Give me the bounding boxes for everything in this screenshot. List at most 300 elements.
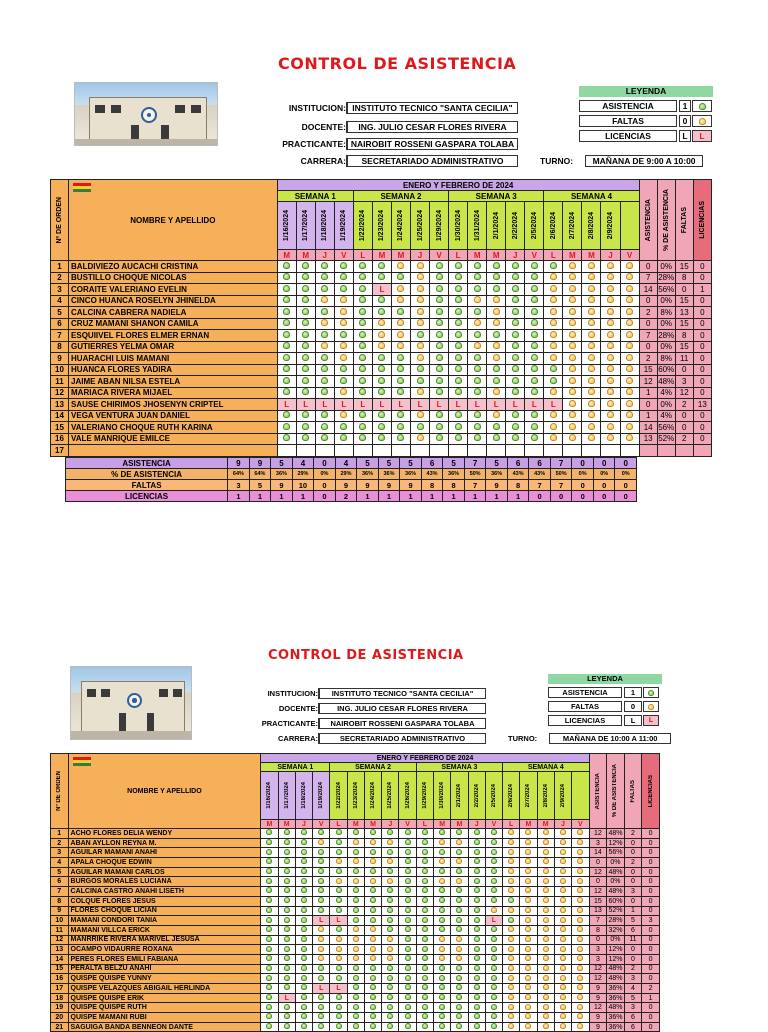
attendance-cell[interactable] xyxy=(278,993,295,1003)
attendance-cell[interactable] xyxy=(399,896,416,906)
attendance-cell[interactable] xyxy=(620,399,639,411)
attendance-cell[interactable] xyxy=(525,445,544,457)
attendance-cell[interactable] xyxy=(295,954,312,964)
attendance-cell[interactable] xyxy=(347,925,364,935)
attendance-cell[interactable] xyxy=(391,410,410,422)
attendance-cell[interactable] xyxy=(620,364,639,376)
attendance-cell[interactable] xyxy=(353,284,372,296)
attendance-cell[interactable] xyxy=(353,318,372,330)
attendance-cell[interactable] xyxy=(620,284,639,296)
attendance-cell[interactable] xyxy=(563,272,582,284)
attendance-cell[interactable] xyxy=(468,877,485,887)
attendance-cell[interactable] xyxy=(410,364,429,376)
attendance-cell[interactable] xyxy=(277,387,296,399)
attendance-cell[interactable] xyxy=(433,906,450,916)
attendance-cell[interactable] xyxy=(416,945,433,955)
attendance-cell[interactable] xyxy=(416,867,433,877)
attendance-cell[interactable] xyxy=(399,1003,416,1013)
attendance-cell[interactable] xyxy=(296,399,315,411)
attendance-cell[interactable] xyxy=(563,330,582,342)
attendance-cell[interactable] xyxy=(372,272,391,284)
attendance-cell[interactable] xyxy=(451,848,468,858)
attendance-cell[interactable] xyxy=(399,945,416,955)
attendance-cell[interactable] xyxy=(582,445,601,457)
attendance-cell[interactable] xyxy=(372,307,391,319)
attendance-cell[interactable] xyxy=(620,353,639,365)
attendance-cell[interactable] xyxy=(468,858,485,868)
attendance-cell[interactable] xyxy=(315,353,334,365)
attendance-cell[interactable] xyxy=(520,829,537,839)
attendance-cell[interactable] xyxy=(261,1003,278,1013)
attendance-cell[interactable] xyxy=(277,399,296,411)
attendance-cell[interactable] xyxy=(430,272,449,284)
attendance-cell[interactable] xyxy=(295,945,312,955)
attendance-cell[interactable] xyxy=(277,318,296,330)
attendance-cell[interactable] xyxy=(399,984,416,994)
attendance-cell[interactable] xyxy=(449,364,468,376)
attendance-cell[interactable] xyxy=(468,410,487,422)
attendance-cell[interactable] xyxy=(544,261,563,273)
attendance-cell[interactable] xyxy=(572,877,590,887)
attendance-cell[interactable] xyxy=(525,284,544,296)
attendance-cell[interactable] xyxy=(430,330,449,342)
attendance-cell[interactable] xyxy=(399,887,416,897)
attendance-cell[interactable] xyxy=(430,422,449,434)
attendance-cell[interactable] xyxy=(416,964,433,974)
attendance-cell[interactable] xyxy=(372,376,391,388)
attendance-cell[interactable] xyxy=(537,1003,554,1013)
attendance-cell[interactable] xyxy=(520,848,537,858)
attendance-cell[interactable] xyxy=(416,925,433,935)
attendance-cell[interactable] xyxy=(620,330,639,342)
attendance-cell[interactable] xyxy=(485,993,502,1003)
attendance-cell[interactable] xyxy=(572,896,590,906)
attendance-cell[interactable] xyxy=(485,877,502,887)
attendance-cell[interactable] xyxy=(582,272,601,284)
attendance-cell[interactable] xyxy=(315,445,334,457)
attendance-cell[interactable] xyxy=(503,974,520,984)
attendance-cell[interactable] xyxy=(572,1022,590,1032)
attendance-cell[interactable] xyxy=(313,896,330,906)
attendance-cell[interactable] xyxy=(506,364,525,376)
attendance-cell[interactable] xyxy=(468,307,487,319)
attendance-cell[interactable] xyxy=(449,284,468,296)
attendance-cell[interactable] xyxy=(537,964,554,974)
attendance-cell[interactable] xyxy=(334,272,353,284)
attendance-cell[interactable] xyxy=(506,376,525,388)
attendance-cell[interactable] xyxy=(506,307,525,319)
attendance-cell[interactable] xyxy=(537,935,554,945)
attendance-cell[interactable] xyxy=(433,954,450,964)
attendance-cell[interactable] xyxy=(364,838,381,848)
attendance-cell[interactable] xyxy=(468,1022,485,1032)
attendance-cell[interactable] xyxy=(278,954,295,964)
attendance-cell[interactable] xyxy=(582,330,601,342)
attendance-cell[interactable] xyxy=(554,848,571,858)
attendance-cell[interactable] xyxy=(278,945,295,955)
attendance-cell[interactable] xyxy=(433,877,450,887)
attendance-cell[interactable] xyxy=(430,387,449,399)
attendance-cell[interactable] xyxy=(315,399,334,411)
attendance-cell[interactable] xyxy=(277,353,296,365)
attendance-cell[interactable] xyxy=(572,1003,590,1013)
attendance-cell[interactable] xyxy=(372,284,391,296)
attendance-cell[interactable] xyxy=(416,887,433,897)
attendance-cell[interactable] xyxy=(313,925,330,935)
attendance-cell[interactable] xyxy=(278,896,295,906)
attendance-cell[interactable] xyxy=(563,364,582,376)
attendance-cell[interactable] xyxy=(582,284,601,296)
attendance-cell[interactable] xyxy=(485,858,502,868)
attendance-cell[interactable] xyxy=(520,945,537,955)
attendance-cell[interactable] xyxy=(451,964,468,974)
attendance-cell[interactable] xyxy=(313,964,330,974)
attendance-cell[interactable] xyxy=(296,364,315,376)
attendance-cell[interactable] xyxy=(572,925,590,935)
attendance-cell[interactable] xyxy=(295,838,312,848)
attendance-cell[interactable] xyxy=(391,422,410,434)
attendance-cell[interactable] xyxy=(382,838,399,848)
attendance-cell[interactable] xyxy=(295,935,312,945)
attendance-cell[interactable] xyxy=(520,954,537,964)
attendance-cell[interactable] xyxy=(399,867,416,877)
attendance-cell[interactable] xyxy=(364,954,381,964)
attendance-cell[interactable] xyxy=(295,858,312,868)
attendance-cell[interactable] xyxy=(451,1022,468,1032)
attendance-cell[interactable] xyxy=(468,353,487,365)
attendance-cell[interactable] xyxy=(485,945,502,955)
attendance-cell[interactable] xyxy=(430,410,449,422)
attendance-cell[interactable] xyxy=(520,925,537,935)
attendance-cell[interactable] xyxy=(410,330,429,342)
attendance-cell[interactable] xyxy=(582,422,601,434)
attendance-cell[interactable] xyxy=(416,906,433,916)
attendance-cell[interactable] xyxy=(537,838,554,848)
attendance-cell[interactable] xyxy=(563,387,582,399)
attendance-cell[interactable] xyxy=(372,422,391,434)
attendance-cell[interactable] xyxy=(572,838,590,848)
attendance-cell[interactable] xyxy=(347,867,364,877)
attendance-cell[interactable] xyxy=(410,284,429,296)
attendance-cell[interactable] xyxy=(334,295,353,307)
attendance-cell[interactable] xyxy=(451,916,468,926)
attendance-cell[interactable] xyxy=(525,330,544,342)
attendance-cell[interactable] xyxy=(364,1022,381,1032)
attendance-cell[interactable] xyxy=(353,272,372,284)
attendance-cell[interactable] xyxy=(503,984,520,994)
attendance-cell[interactable] xyxy=(572,829,590,839)
attendance-cell[interactable] xyxy=(503,867,520,877)
attendance-cell[interactable] xyxy=(520,964,537,974)
attendance-cell[interactable] xyxy=(487,399,506,411)
attendance-cell[interactable] xyxy=(537,877,554,887)
attendance-cell[interactable] xyxy=(544,295,563,307)
attendance-cell[interactable] xyxy=(468,422,487,434)
attendance-cell[interactable] xyxy=(399,838,416,848)
attendance-cell[interactable] xyxy=(330,838,347,848)
attendance-cell[interactable] xyxy=(315,318,334,330)
attendance-cell[interactable] xyxy=(520,887,537,897)
attendance-cell[interactable] xyxy=(334,318,353,330)
attendance-cell[interactable] xyxy=(503,906,520,916)
attendance-cell[interactable] xyxy=(399,916,416,926)
attendance-cell[interactable] xyxy=(347,906,364,916)
attendance-cell[interactable] xyxy=(364,945,381,955)
attendance-cell[interactable] xyxy=(416,858,433,868)
attendance-cell[interactable] xyxy=(487,272,506,284)
attendance-cell[interactable] xyxy=(416,954,433,964)
attendance-cell[interactable] xyxy=(364,887,381,897)
attendance-cell[interactable] xyxy=(525,399,544,411)
attendance-cell[interactable] xyxy=(572,1013,590,1023)
attendance-cell[interactable] xyxy=(503,1003,520,1013)
attendance-cell[interactable] xyxy=(416,974,433,984)
attendance-cell[interactable] xyxy=(430,341,449,353)
attendance-cell[interactable] xyxy=(537,829,554,839)
attendance-cell[interactable] xyxy=(330,954,347,964)
attendance-cell[interactable] xyxy=(261,925,278,935)
attendance-cell[interactable] xyxy=(485,974,502,984)
attendance-cell[interactable] xyxy=(382,906,399,916)
attendance-cell[interactable] xyxy=(503,838,520,848)
attendance-cell[interactable] xyxy=(315,387,334,399)
attendance-cell[interactable] xyxy=(330,984,347,994)
attendance-cell[interactable] xyxy=(554,858,571,868)
attendance-cell[interactable] xyxy=(277,410,296,422)
attendance-cell[interactable] xyxy=(554,887,571,897)
attendance-cell[interactable] xyxy=(261,896,278,906)
attendance-cell[interactable] xyxy=(364,974,381,984)
attendance-cell[interactable] xyxy=(485,964,502,974)
attendance-cell[interactable] xyxy=(416,877,433,887)
attendance-cell[interactable] xyxy=(537,974,554,984)
attendance-cell[interactable] xyxy=(582,410,601,422)
attendance-cell[interactable] xyxy=(525,272,544,284)
attendance-cell[interactable] xyxy=(449,261,468,273)
attendance-cell[interactable] xyxy=(537,858,554,868)
attendance-cell[interactable] xyxy=(554,896,571,906)
attendance-cell[interactable] xyxy=(391,330,410,342)
attendance-cell[interactable] xyxy=(372,410,391,422)
attendance-cell[interactable] xyxy=(382,984,399,994)
attendance-cell[interactable] xyxy=(601,272,620,284)
attendance-cell[interactable] xyxy=(487,376,506,388)
attendance-cell[interactable] xyxy=(485,935,502,945)
attendance-cell[interactable] xyxy=(330,1013,347,1023)
attendance-cell[interactable] xyxy=(572,954,590,964)
attendance-cell[interactable] xyxy=(416,896,433,906)
attendance-cell[interactable] xyxy=(449,399,468,411)
attendance-cell[interactable] xyxy=(503,848,520,858)
attendance-cell[interactable] xyxy=(554,954,571,964)
attendance-cell[interactable] xyxy=(468,261,487,273)
attendance-cell[interactable] xyxy=(261,916,278,926)
attendance-cell[interactable] xyxy=(449,318,468,330)
attendance-cell[interactable] xyxy=(295,993,312,1003)
attendance-cell[interactable] xyxy=(313,984,330,994)
attendance-cell[interactable] xyxy=(353,295,372,307)
attendance-cell[interactable] xyxy=(520,1013,537,1023)
attendance-cell[interactable] xyxy=(468,945,485,955)
attendance-cell[interactable] xyxy=(416,829,433,839)
attendance-cell[interactable] xyxy=(544,353,563,365)
attendance-cell[interactable] xyxy=(410,422,429,434)
attendance-cell[interactable] xyxy=(313,1013,330,1023)
attendance-cell[interactable] xyxy=(347,916,364,926)
attendance-cell[interactable] xyxy=(313,829,330,839)
attendance-cell[interactable] xyxy=(503,993,520,1003)
attendance-cell[interactable] xyxy=(416,1022,433,1032)
attendance-cell[interactable] xyxy=(520,838,537,848)
attendance-cell[interactable] xyxy=(468,295,487,307)
attendance-cell[interactable] xyxy=(449,445,468,457)
attendance-cell[interactable] xyxy=(601,445,620,457)
attendance-cell[interactable] xyxy=(563,399,582,411)
attendance-cell[interactable] xyxy=(468,341,487,353)
attendance-cell[interactable] xyxy=(416,916,433,926)
attendance-cell[interactable] xyxy=(430,445,449,457)
attendance-cell[interactable] xyxy=(537,1013,554,1023)
attendance-cell[interactable] xyxy=(468,916,485,926)
attendance-cell[interactable] xyxy=(537,867,554,877)
attendance-cell[interactable] xyxy=(261,974,278,984)
attendance-cell[interactable] xyxy=(554,925,571,935)
attendance-cell[interactable] xyxy=(468,399,487,411)
attendance-cell[interactable] xyxy=(572,887,590,897)
attendance-cell[interactable] xyxy=(485,1022,502,1032)
attendance-cell[interactable] xyxy=(313,945,330,955)
attendance-cell[interactable] xyxy=(410,353,429,365)
attendance-cell[interactable] xyxy=(334,410,353,422)
attendance-cell[interactable] xyxy=(296,376,315,388)
attendance-cell[interactable] xyxy=(544,330,563,342)
attendance-cell[interactable] xyxy=(449,353,468,365)
attendance-cell[interactable] xyxy=(506,341,525,353)
attendance-cell[interactable] xyxy=(520,916,537,926)
attendance-cell[interactable] xyxy=(468,829,485,839)
attendance-cell[interactable] xyxy=(582,295,601,307)
attendance-cell[interactable] xyxy=(334,399,353,411)
attendance-cell[interactable] xyxy=(382,867,399,877)
attendance-cell[interactable] xyxy=(468,376,487,388)
attendance-cell[interactable] xyxy=(399,848,416,858)
attendance-cell[interactable] xyxy=(451,993,468,1003)
attendance-cell[interactable] xyxy=(410,376,429,388)
attendance-cell[interactable] xyxy=(278,838,295,848)
attendance-cell[interactable] xyxy=(433,935,450,945)
attendance-cell[interactable] xyxy=(433,838,450,848)
attendance-cell[interactable] xyxy=(537,916,554,926)
attendance-cell[interactable] xyxy=(451,935,468,945)
attendance-cell[interactable] xyxy=(353,353,372,365)
attendance-cell[interactable] xyxy=(601,353,620,365)
attendance-cell[interactable] xyxy=(582,318,601,330)
attendance-cell[interactable] xyxy=(347,954,364,964)
attendance-cell[interactable] xyxy=(563,318,582,330)
attendance-cell[interactable] xyxy=(399,974,416,984)
attendance-cell[interactable] xyxy=(382,916,399,926)
attendance-cell[interactable] xyxy=(261,964,278,974)
attendance-cell[interactable] xyxy=(334,422,353,434)
attendance-cell[interactable] xyxy=(330,877,347,887)
attendance-cell[interactable] xyxy=(295,1013,312,1023)
attendance-cell[interactable] xyxy=(277,261,296,273)
attendance-cell[interactable] xyxy=(430,318,449,330)
attendance-cell[interactable] xyxy=(520,974,537,984)
attendance-cell[interactable] xyxy=(410,433,429,445)
attendance-cell[interactable] xyxy=(563,433,582,445)
attendance-cell[interactable] xyxy=(364,877,381,887)
attendance-cell[interactable] xyxy=(572,935,590,945)
attendance-cell[interactable] xyxy=(295,925,312,935)
attendance-cell[interactable] xyxy=(364,829,381,839)
attendance-cell[interactable] xyxy=(503,916,520,926)
attendance-cell[interactable] xyxy=(487,364,506,376)
attendance-cell[interactable] xyxy=(520,877,537,887)
attendance-cell[interactable] xyxy=(544,399,563,411)
attendance-cell[interactable] xyxy=(537,848,554,858)
attendance-cell[interactable] xyxy=(278,906,295,916)
attendance-cell[interactable] xyxy=(364,935,381,945)
attendance-cell[interactable] xyxy=(295,877,312,887)
attendance-cell[interactable] xyxy=(278,974,295,984)
attendance-cell[interactable] xyxy=(485,906,502,916)
attendance-cell[interactable] xyxy=(364,1003,381,1013)
attendance-cell[interactable] xyxy=(506,387,525,399)
attendance-cell[interactable] xyxy=(277,330,296,342)
attendance-cell[interactable] xyxy=(261,877,278,887)
attendance-cell[interactable] xyxy=(382,945,399,955)
attendance-cell[interactable] xyxy=(468,974,485,984)
attendance-cell[interactable] xyxy=(620,272,639,284)
attendance-cell[interactable] xyxy=(506,284,525,296)
attendance-cell[interactable] xyxy=(372,387,391,399)
attendance-cell[interactable] xyxy=(433,896,450,906)
attendance-cell[interactable] xyxy=(582,261,601,273)
attendance-cell[interactable] xyxy=(261,993,278,1003)
attendance-cell[interactable] xyxy=(525,307,544,319)
attendance-cell[interactable] xyxy=(277,307,296,319)
attendance-cell[interactable] xyxy=(449,376,468,388)
attendance-cell[interactable] xyxy=(334,387,353,399)
attendance-cell[interactable] xyxy=(313,848,330,858)
attendance-cell[interactable] xyxy=(433,887,450,897)
attendance-cell[interactable] xyxy=(315,284,334,296)
attendance-cell[interactable] xyxy=(410,318,429,330)
attendance-cell[interactable] xyxy=(277,376,296,388)
attendance-cell[interactable] xyxy=(277,364,296,376)
attendance-cell[interactable] xyxy=(572,945,590,955)
attendance-cell[interactable] xyxy=(430,353,449,365)
attendance-cell[interactable] xyxy=(572,984,590,994)
attendance-cell[interactable] xyxy=(278,935,295,945)
attendance-cell[interactable] xyxy=(313,1003,330,1013)
attendance-cell[interactable] xyxy=(563,341,582,353)
attendance-cell[interactable] xyxy=(334,307,353,319)
attendance-cell[interactable] xyxy=(537,945,554,955)
attendance-cell[interactable] xyxy=(315,410,334,422)
attendance-cell[interactable] xyxy=(296,284,315,296)
attendance-cell[interactable] xyxy=(487,410,506,422)
attendance-cell[interactable] xyxy=(544,272,563,284)
attendance-cell[interactable] xyxy=(353,410,372,422)
attendance-cell[interactable] xyxy=(391,387,410,399)
attendance-cell[interactable] xyxy=(382,848,399,858)
attendance-cell[interactable] xyxy=(554,964,571,974)
attendance-cell[interactable] xyxy=(503,954,520,964)
attendance-cell[interactable] xyxy=(525,422,544,434)
attendance-cell[interactable] xyxy=(353,307,372,319)
